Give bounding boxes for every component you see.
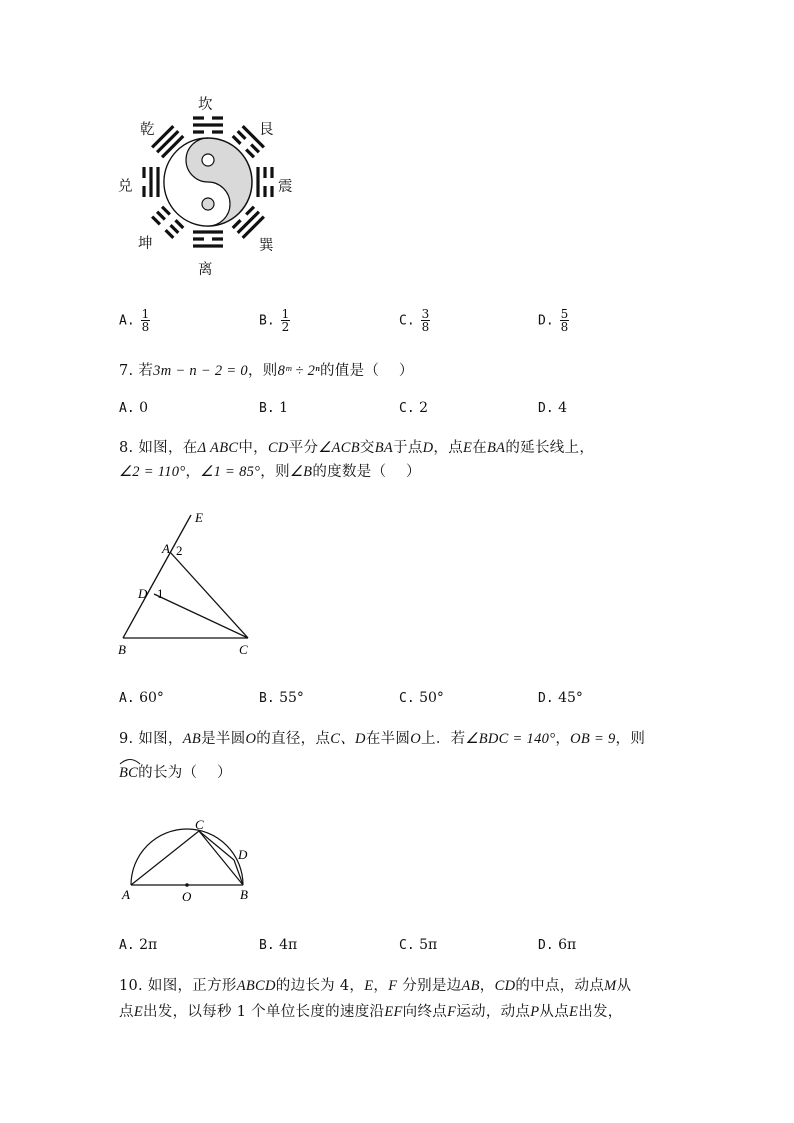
math: O <box>410 731 422 747</box>
angle-label-1: 1 <box>157 586 164 601</box>
point-label-e: E <box>195 510 203 525</box>
text: 从点 <box>539 1004 570 1020</box>
text: 分别是边 <box>397 978 462 994</box>
option-value: 1 <box>279 400 289 416</box>
option-value: 60° <box>139 690 164 706</box>
math: Δ ABC <box>197 440 239 456</box>
option-value: 4 <box>558 400 568 416</box>
text: 出发，以每秒 1 个单位长度的速度沿 <box>142 1004 385 1020</box>
option-label: B. <box>259 313 275 329</box>
line-ac <box>170 552 248 638</box>
q9-option-a[interactable] <box>119 937 157 953</box>
text: 从 <box>616 978 632 994</box>
q8-triangle-figure <box>110 505 280 665</box>
text: 的值是（ ） <box>319 363 414 379</box>
q9-stem-line1 <box>119 729 645 749</box>
q7-option-b[interactable] <box>259 400 288 416</box>
option-label: A. <box>119 938 135 953</box>
q7-stem <box>119 361 414 381</box>
q8-option-b[interactable] <box>259 690 304 706</box>
line-dc <box>154 594 248 638</box>
q6-option-a[interactable] <box>119 308 150 333</box>
text: 的延长线上， <box>505 440 595 456</box>
text: 中， <box>238 440 268 456</box>
point-label-d: D <box>238 847 248 862</box>
q8-stem-line2 <box>119 462 421 482</box>
option-label: D. <box>538 691 554 706</box>
fraction: $\frac{1}{2}$ <box>281 307 290 334</box>
text: 运动，动点 <box>456 1004 531 1020</box>
math: CD <box>267 440 289 456</box>
point-label-b: B <box>240 887 248 902</box>
chord-cd <box>199 831 234 860</box>
option-label: C. <box>399 938 415 953</box>
text: ， <box>479 978 495 994</box>
math: CD <box>494 978 516 994</box>
option-label: D. <box>538 938 554 953</box>
line-be <box>123 515 191 638</box>
text: 出发， <box>578 1004 623 1020</box>
option-label: B. <box>259 938 275 953</box>
option-label: D. <box>538 401 554 416</box>
q9-semicircle-figure <box>116 815 266 910</box>
text: 的长为（ ） <box>138 765 232 781</box>
math: M <box>604 978 617 994</box>
option-label: B. <box>259 691 275 706</box>
question-number: 9. <box>119 731 134 747</box>
trigram-label-top-right: 艮 <box>259 122 274 138</box>
question-number: 7. <box>119 363 134 379</box>
text: 如图，在 <box>138 440 198 456</box>
option-label: C. <box>399 313 415 329</box>
math: ∠BDC = 140° <box>465 731 556 747</box>
q9-option-c[interactable] <box>399 937 437 953</box>
math: E <box>364 978 374 994</box>
q9-option-d[interactable] <box>538 937 576 953</box>
math: AB <box>182 731 202 747</box>
math: BA <box>374 440 394 456</box>
text: 在半圆 <box>365 731 411 747</box>
q7-option-a[interactable] <box>119 400 148 416</box>
question-number: 10. <box>119 978 143 994</box>
center-dot <box>185 883 189 887</box>
math: O <box>245 731 257 747</box>
text: 如图，正方形 <box>147 978 237 994</box>
trigram-label-bottom: 离 <box>198 262 213 278</box>
trigram-label-left: 兑 <box>118 179 133 195</box>
trigram-label-top-left: 乾 <box>140 122 155 138</box>
math: F <box>447 1004 457 1020</box>
math: ∠ACB <box>318 440 360 456</box>
fraction: $\frac{1}{8}$ <box>141 307 150 334</box>
yin-yang-icon <box>164 138 252 226</box>
option-value: 0 <box>139 400 149 416</box>
text: ， <box>373 978 389 994</box>
text: 若 <box>138 363 154 379</box>
q8-stem-line1 <box>119 438 594 458</box>
text: ，则 <box>615 731 646 747</box>
math: C、D <box>330 731 366 747</box>
option-value: 2 <box>419 400 429 416</box>
text: ， <box>555 731 571 747</box>
option-value: 45° <box>558 690 583 706</box>
option-value: 6π <box>558 937 577 953</box>
q10-stem-line2 <box>119 1002 623 1022</box>
fraction: $\frac{5}{8}$ <box>560 307 569 334</box>
option-label: A. <box>119 691 135 706</box>
q8-option-a[interactable] <box>119 690 164 706</box>
q8-option-d[interactable] <box>538 690 583 706</box>
text: ， <box>185 464 201 480</box>
q8-option-c[interactable] <box>399 690 444 706</box>
math: AB <box>461 978 480 994</box>
option-label: A. <box>119 313 135 329</box>
math: ABCD <box>236 978 276 994</box>
text: ，点 <box>433 440 464 456</box>
semicircle-arc <box>131 829 243 885</box>
point-label-a: A <box>162 541 170 556</box>
point-label-b: B <box>118 642 126 657</box>
math: ∠B <box>289 464 313 480</box>
math-expression: 3m − n − 2 = 0 <box>153 363 248 379</box>
math: F <box>388 978 398 994</box>
text: 于点 <box>393 440 423 456</box>
point-label-d: D <box>138 586 148 601</box>
text: 的中点，动点 <box>515 978 605 994</box>
math: OB = 9 <box>570 731 616 747</box>
q10-stem-line1 <box>119 976 631 996</box>
option-value: 50° <box>419 690 444 706</box>
text: 在 <box>472 440 488 456</box>
point-label-c: C <box>239 642 248 657</box>
point-label-o: O <box>182 889 192 904</box>
trigram-label-right: 震 <box>278 179 293 195</box>
chord-ac <box>131 831 199 885</box>
math: E <box>569 1004 579 1020</box>
math-expression: 8ᵐ ÷ 2ⁿ <box>277 363 320 379</box>
q7-option-d[interactable] <box>538 400 567 416</box>
math: ∠2 = 110° <box>119 464 186 480</box>
point-label-c: C <box>195 817 204 832</box>
math: ∠1 = 85° <box>200 464 261 480</box>
option-value: 2π <box>139 937 158 953</box>
math: D <box>422 440 434 456</box>
text: 上．若 <box>421 731 466 747</box>
arc-bc: BC <box>119 763 138 783</box>
text: ，则 <box>247 363 278 379</box>
option-value: 4π <box>279 937 298 953</box>
trigram-label-bottom-left: 坤 <box>138 236 153 252</box>
text: 交 <box>359 440 375 456</box>
q9-option-b[interactable] <box>259 937 297 953</box>
text: 是半圆 <box>201 731 246 747</box>
text: 点 <box>119 1004 134 1020</box>
trigram-label-top: 坎 <box>198 97 213 113</box>
text: 如图， <box>138 731 183 747</box>
q6-option-b[interactable] <box>259 308 290 333</box>
text: 平分 <box>288 440 319 456</box>
option-label: B. <box>259 401 275 416</box>
math: EF <box>384 1004 403 1020</box>
text: 的度数是（ ） <box>312 464 421 480</box>
math: BA <box>487 440 506 456</box>
text: 的直径，点 <box>256 731 331 747</box>
option-value: 5π <box>419 937 438 953</box>
option-label: C. <box>399 401 415 416</box>
option-label: D. <box>538 313 554 329</box>
text: 的边长为 4， <box>275 978 365 994</box>
question-number: 8. <box>119 440 134 456</box>
text: ，则 <box>260 464 290 480</box>
option-label: C. <box>399 691 415 706</box>
bagua-figure <box>118 90 308 280</box>
q6-option-d[interactable] <box>538 308 569 333</box>
angle-label-2: 2 <box>176 543 183 558</box>
q9-stem-line2 <box>119 763 232 783</box>
trigram-label-bottom-right: 巽 <box>259 238 274 254</box>
q7-option-c[interactable] <box>399 400 428 416</box>
math: P <box>530 1004 540 1020</box>
option-label: A. <box>119 401 135 416</box>
point-label-a: A <box>122 887 130 902</box>
math: E <box>463 440 473 456</box>
fraction: $\frac{3}{8}$ <box>421 307 430 334</box>
option-value: 55° <box>279 690 304 706</box>
q6-option-c[interactable] <box>399 308 430 333</box>
math: E <box>133 1004 143 1020</box>
text: 向终点 <box>402 1004 448 1020</box>
